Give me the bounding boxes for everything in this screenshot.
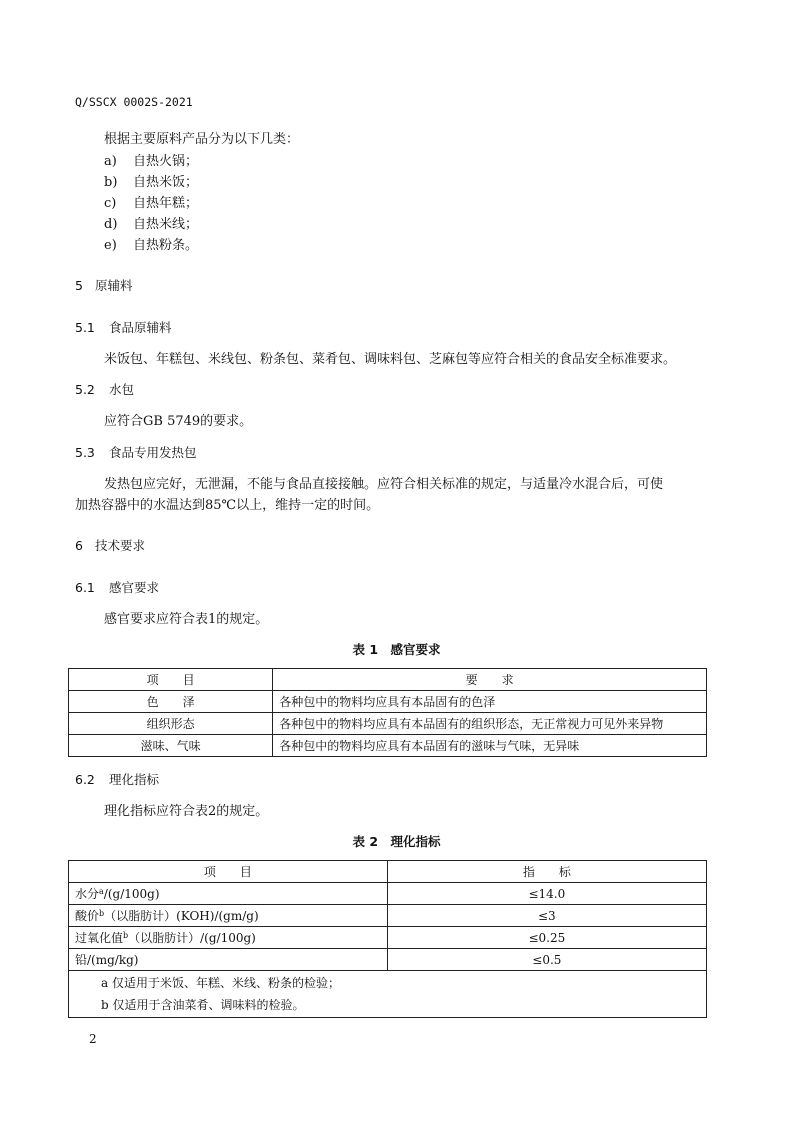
table-cell: 各种包中的物料均应具有本品固有的滋味与气味，无异味 bbox=[273, 735, 707, 757]
table2-caption: 表 2 理化指标 bbox=[352, 834, 441, 849]
section-heading-5-3: 5.3 食品专用发热包 bbox=[75, 445, 197, 460]
table-row bbox=[69, 905, 707, 927]
category-intro: 根据主要原料产品分为以下几类： bbox=[104, 132, 300, 147]
list-item: b) 自热米饭； bbox=[104, 175, 199, 190]
physicochemical-indicators-table bbox=[68, 860, 707, 1018]
table-cell: 水分$^a$/(g/100g) bbox=[69, 883, 388, 905]
table-cell: 组织形态 bbox=[69, 713, 273, 735]
table-cell: ≤3 bbox=[387, 905, 706, 927]
table-cell: ≤14.0 bbox=[387, 883, 706, 905]
list-item: e) 自热粉条。 bbox=[104, 238, 199, 253]
table-header: 项 目 bbox=[69, 861, 388, 883]
table-cell: 铅/(mg/kg) bbox=[69, 949, 388, 971]
table-row bbox=[69, 691, 707, 713]
table-notes bbox=[69, 971, 707, 1018]
table-header: 要 求 bbox=[273, 669, 707, 691]
table-row bbox=[69, 735, 707, 757]
table-header: 指 标 bbox=[387, 861, 706, 883]
list-item: c) 自热年糕； bbox=[104, 196, 199, 211]
section-heading-6: 6 技术要求 bbox=[75, 538, 146, 553]
section-5-1-body: 米饭包、年糕包、米线包、粉条包、菜肴包、调味料包、芝麻包等应符合相关的食品安全标准要求。 bbox=[104, 352, 677, 367]
table-cell: 滋味、气味 bbox=[69, 735, 273, 757]
list-item: d) 自热米线； bbox=[104, 217, 199, 232]
page-number: 2 bbox=[89, 1032, 97, 1046]
table-cell: ≤0.5 bbox=[387, 949, 706, 971]
table-notes-row bbox=[69, 971, 707, 1018]
section-heading-5: 5 原辅料 bbox=[75, 278, 133, 293]
section-heading-6-2: 6.2 理化指标 bbox=[75, 772, 160, 787]
table-cell: 过氧化值$^b$（以脂肪计）/(g/100g) bbox=[69, 927, 388, 949]
table-row bbox=[69, 927, 707, 949]
table-header-row bbox=[69, 669, 707, 691]
table-cell: 色 泽 bbox=[69, 691, 273, 713]
document-code: Q/SSCX 0002S-2021 bbox=[75, 95, 193, 109]
table-row bbox=[69, 713, 707, 735]
table-row bbox=[69, 949, 707, 971]
list-item: a) 自热火锅； bbox=[104, 154, 199, 169]
table-row bbox=[69, 883, 707, 905]
section-5-2-body: 应符合GB 5749的要求。 bbox=[104, 414, 253, 429]
table-header: 项 目 bbox=[69, 669, 273, 691]
section-6-2-body: 理化指标应符合表2的规定。 bbox=[104, 804, 269, 819]
table-note: b 仅适用于含油菜肴、调味料的检验。 bbox=[101, 998, 305, 1012]
section-heading-5-1: 5.1 食品原辅料 bbox=[75, 320, 172, 335]
table-cell: 各种包中的物料均应具有本品固有的色泽 bbox=[273, 691, 707, 713]
table-header-row bbox=[69, 861, 707, 883]
section-5-3-body-line2: 加热容器中的水温达到85℃以上，维持一定的时间。 bbox=[75, 498, 380, 513]
section-6-1-body: 感官要求应符合表1的规定。 bbox=[104, 612, 269, 627]
sensory-requirements-table bbox=[68, 668, 707, 757]
section-heading-6-1: 6.1 感官要求 bbox=[75, 580, 160, 595]
table-cell: ≤0.25 bbox=[387, 927, 706, 949]
table-cell: 酸价$^b$（以脂肪计）(KOH)/(gm/g) bbox=[69, 905, 388, 927]
table1-caption: 表 1 感官要求 bbox=[352, 642, 441, 657]
table-note: a 仅适用于米饭、年糕、米线、粉条的检验； bbox=[101, 976, 340, 990]
table-cell: 各种包中的物料均应具有本品固有的组织形态，无正常视力可见外来异物 bbox=[273, 713, 707, 735]
section-heading-5-2: 5.2 水包 bbox=[75, 382, 135, 397]
section-5-3-body-line1: 发热包应完好，无泄漏，不能与食品直接接触。应符合相关标准的规定，与适量冷水混合后，可使 bbox=[104, 477, 664, 492]
